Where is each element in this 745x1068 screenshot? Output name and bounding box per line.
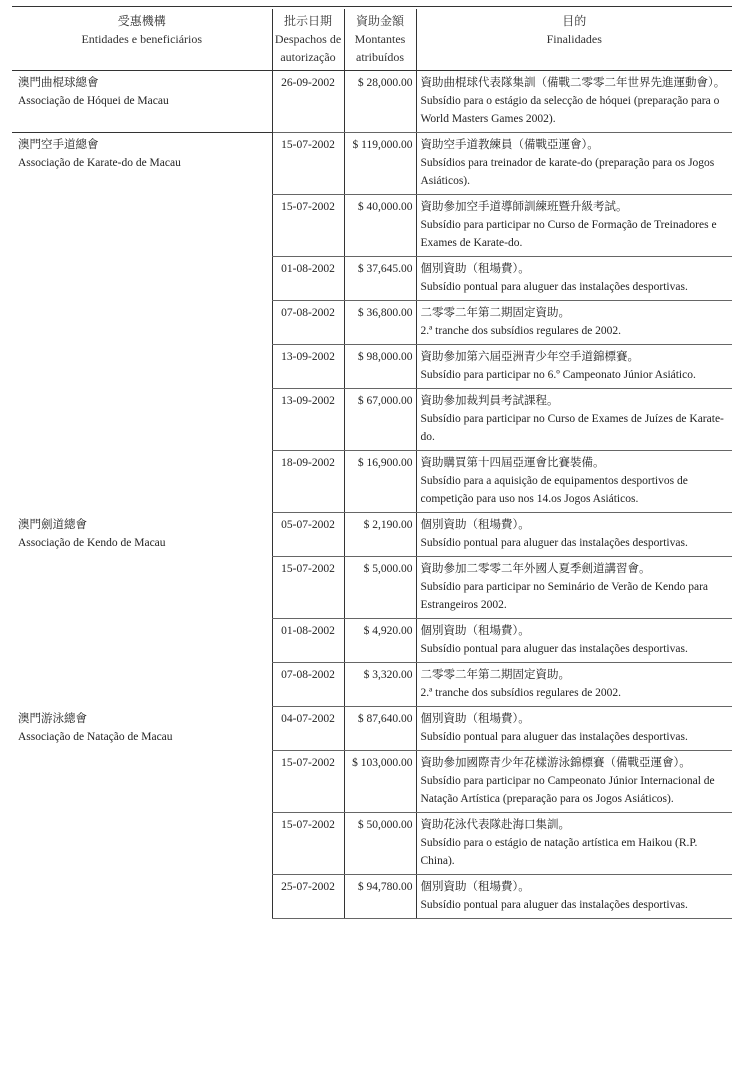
entity-cell [12,707,272,919]
subsidy-amount: $ 40,000.00 [344,195,416,257]
subsidy-amount: $ 16,900.00 [344,451,416,513]
subsidy-amount: $ 2,190.00 [344,513,416,557]
subsidy-amount: $ 36,800.00 [344,301,416,345]
header-dates [272,9,344,71]
subsidy-amount: $ 94,780.00 [344,875,416,919]
subsidies-table [12,9,732,919]
entity-name-pt: Associação de Karate-do de Macau [18,157,181,169]
subsidy-amount: $ 119,000.00 [344,133,416,195]
purpose-pt: Subsídio pontual para aluguer das instalações desportivas. [420,537,688,549]
entity-name-pt: Associação de Kendo de Macau [18,536,166,549]
entity-name-zh: 澳門曲棍球總會 [18,77,99,89]
purpose-cell [416,71,732,133]
entity-name-pt: Associação de Hóquei de Macau [18,95,169,107]
dispatch-date: 15-07-2002 [272,813,344,875]
purpose-cell [416,875,732,919]
entity-cell [12,133,272,513]
dispatch-date: 13-09-2002 [272,389,344,451]
purpose-cell [416,751,732,813]
dispatch-date: 13-09-2002 [272,345,344,389]
purpose-cell [416,451,732,513]
purpose-zh: 資助購買第十四屆亞運會比賽裝備。 [420,457,605,469]
purpose-pt: Subsídio para participar no 6.º Campeonato Júnior Asiático. [420,369,696,381]
header-dates-zh: 批示日期 [283,14,332,28]
purpose-zh: 資助參加空手道導師訓練班暨升級考試。 [420,201,628,213]
purpose-cell [416,557,732,619]
purpose-cell [416,619,732,663]
purpose-zh: 資助參加二零零二年外國人夏季劍道講習會。 [420,563,651,575]
purpose-cell [416,707,732,751]
purpose-cell [416,389,732,451]
entity-name-zh: 澳門空手道總會 [18,139,99,151]
dispatch-date: 15-07-2002 [272,751,344,813]
entity-name-zh: 澳門劍道總會 [18,518,87,531]
purpose-cell [416,301,732,345]
purpose-zh: 個別資助（租場費）。 [420,625,530,637]
document-page [12,6,732,919]
purpose-pt: Subsídio para participar no Curso de Formação de Treinadores e Exames de Karate-do. [420,219,717,249]
purpose-zh: 二零零二年第二期固定資助。 [420,669,570,681]
table-body [12,71,732,919]
dispatch-date: 07-08-2002 [272,663,344,707]
purpose-cell [416,813,732,875]
dispatch-date: 15-07-2002 [272,557,344,619]
table-row [12,513,732,557]
dispatch-date: 05-07-2002 [272,513,344,557]
header-purposes-zh: 目的 [562,14,587,28]
dispatch-date: 01-08-2002 [272,257,344,301]
purpose-zh: 二零零二年第二期固定資助。 [420,307,570,319]
subsidy-amount: $ 3,320.00 [344,663,416,707]
table-header-row [12,9,732,71]
purpose-cell [416,133,732,195]
purpose-pt: Subsídio pontual para aluguer das instalações desportivas. [420,281,688,293]
purpose-cell [416,513,732,557]
purpose-pt: Subsídio para o estágio de natação artística em Haikou (R.P. China). [420,837,698,867]
purpose-cell [416,663,732,707]
purpose-zh: 個別資助（租場費）。 [420,713,530,725]
subsidy-amount: $ 4,920.00 [344,619,416,663]
purpose-zh: 資助曲棍球代表隊集訓（備戰二零零二年世界先進運動會）。 [420,77,726,89]
table-row [12,71,732,133]
header-entities-pt: Entidades e beneficiários [81,32,203,46]
entity-cell [12,71,272,133]
purpose-pt: Subsídio para a aquisição de equipamentos desportivos de competição para uso nos 14.os Jogos Asiáticos. [420,475,688,505]
dispatch-date: 01-08-2002 [272,619,344,663]
dispatch-date: 04-07-2002 [272,707,344,751]
purpose-pt: Subsídio para o estágio da selecção de hóquei (preparação para o World Masters Games 2002). [420,95,720,125]
header-purposes-pt: Finalidades [546,32,602,46]
dispatch-date: 26-09-2002 [272,71,344,133]
purpose-zh: 個別資助（租場費）。 [420,519,530,531]
purpose-pt: Subsídio pontual para aluguer das instalações desportivas. [420,899,688,911]
table-row [12,133,732,195]
subsidy-amount: $ 98,000.00 [344,345,416,389]
subsidy-amount: $ 103,000.00 [344,751,416,813]
header-entities [12,9,272,71]
entity-name-pt: Associação de Natação de Macau [18,730,173,743]
subsidy-amount: $ 28,000.00 [344,71,416,133]
purpose-cell [416,345,732,389]
purpose-pt: 2.ª tranche dos subsídios regulares de 2002. [420,687,622,699]
header-purposes [416,9,732,71]
header-entities-zh: 受惠機構 [117,14,166,28]
purpose-pt: Subsídio para participar no Curso de Exames de Juízes de Karate-do. [420,413,724,443]
subsidy-amount: $ 5,000.00 [344,557,416,619]
purpose-zh: 資助參加國際青少年花樣游泳錦標賽（備戰亞運會）。 [420,757,691,769]
purpose-pt: 2.ª tranche dos subsídios regulares de 2002. [420,325,622,337]
purpose-zh: 資助花泳代表隊赴海口集訓。 [420,819,570,831]
purpose-cell [416,257,732,301]
purpose-zh: 資助空手道教練員（備戰亞運會）。 [420,139,599,151]
purpose-pt: Subsídio para participar no Campeonato Júnior Internacional de Natação Artística (preparação para os Jogos Asiáticos). [420,775,715,805]
purpose-pt: Subsídio pontual para aluguer das instalações desportivas. [420,731,688,743]
dispatch-date: 25-07-2002 [272,875,344,919]
purpose-zh: 個別資助（租場費）。 [420,263,530,275]
dispatch-date: 15-07-2002 [272,133,344,195]
purpose-pt: Subsídios para treinador de karate-do (preparação para os Jogos Asiáticos). [420,157,715,187]
subsidy-amount: $ 37,645.00 [344,257,416,301]
dispatch-date: 18-09-2002 [272,451,344,513]
header-amounts-pt: Montantes atribuídos [354,32,406,64]
table-row [12,707,732,751]
dispatch-date: 07-08-2002 [272,301,344,345]
header-dates-pt: Despachos de autorização [274,32,342,64]
subsidy-amount: $ 87,640.00 [344,707,416,751]
purpose-zh: 資助參加第六屆亞洲青少年空手道錦標賽。 [420,351,639,363]
purpose-pt: Subsídio para participar no Seminário de Verão de Kendo para Estrangeiros 2002. [420,581,709,611]
purpose-zh: 個別資助（租場費）。 [420,881,530,893]
header-amounts [344,9,416,71]
subsidy-amount: $ 50,000.00 [344,813,416,875]
purpose-cell [416,195,732,257]
purpose-zh: 資助參加裁判員考試課程。 [420,395,559,407]
dispatch-date: 15-07-2002 [272,195,344,257]
top-rule [12,6,732,7]
entity-cell [12,513,272,707]
header-amounts-zh: 資助金額 [355,14,404,28]
subsidy-amount: $ 67,000.00 [344,389,416,451]
entity-name-zh: 澳門游泳總會 [18,712,87,725]
purpose-pt: Subsídio pontual para aluguer das instalações desportivas. [420,643,688,655]
